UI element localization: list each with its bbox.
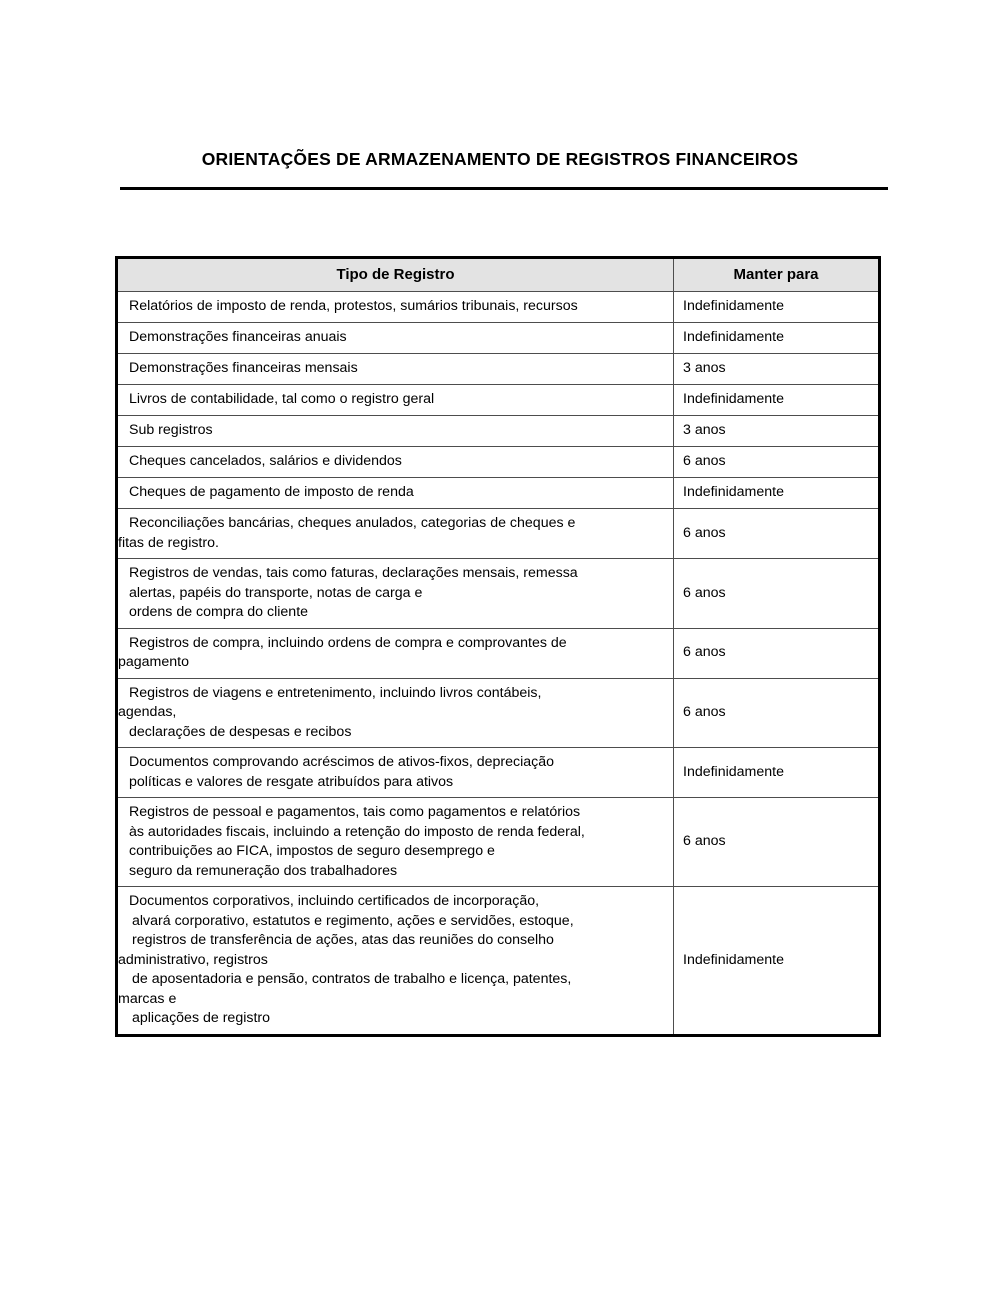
cell-retention-period xyxy=(674,478,880,509)
retention-period-text: Indefinidamente xyxy=(683,391,784,408)
record-type-line: Demonstrações financeiras anuais xyxy=(129,329,347,346)
record-type-text xyxy=(118,328,673,348)
cell-retention-period xyxy=(674,798,880,887)
cell-retention-period xyxy=(674,628,880,678)
record-type-text xyxy=(118,452,673,472)
retention-period-text: Indefinidamente xyxy=(683,298,784,315)
record-type-text xyxy=(118,297,673,317)
record-type-line: de aposentadoria e pensão, contratos de trabalho e licença, patentes, xyxy=(132,971,572,987)
record-type-text xyxy=(118,509,673,558)
record-type-text xyxy=(118,559,673,628)
page-title: ORIENTAÇÕES DE ARMAZENAMENTO DE REGISTROS FINANCEIROS xyxy=(201,148,799,169)
cell-retention-period xyxy=(674,678,880,748)
table-row xyxy=(117,292,880,323)
record-type-line: contribuições ao FICA, impostos de seguro desemprego e xyxy=(129,843,495,859)
retention-period-text: 3 anos xyxy=(683,360,726,377)
cell-record-type xyxy=(117,559,674,629)
table-row xyxy=(117,559,880,629)
record-type-text xyxy=(118,748,673,797)
column-header-type: Tipo de Registro xyxy=(117,258,674,292)
record-type-text xyxy=(118,483,673,503)
cell-record-type xyxy=(117,678,674,748)
retention-period-text: 6 anos xyxy=(683,704,726,720)
cell-retention-period xyxy=(674,887,880,1036)
cell-retention-period xyxy=(674,292,880,323)
retention-period-text: 6 anos xyxy=(683,584,726,601)
cell-record-type xyxy=(117,628,674,678)
record-type-line: alvará corporativo, estatutos e regimento, ações e servidões, estoque, xyxy=(132,912,574,929)
record-type-line: alertas, papéis do transporte, notas de carga e xyxy=(129,584,423,601)
record-type-text xyxy=(118,887,673,1034)
record-type-line: marcas e xyxy=(118,990,177,1007)
cell-retention-period xyxy=(674,447,880,478)
cell-record-type xyxy=(117,292,674,323)
record-type-line: Cheques de pagamento de imposto de renda xyxy=(129,484,414,501)
record-type-line: Registros de viagens e entretenimento, incluindo livros contábeis, xyxy=(129,684,542,701)
cell-record-type xyxy=(117,447,674,478)
cell-retention-period xyxy=(674,748,880,798)
record-type-line: Registros de pessoal e pagamentos, tais como pagamentos e relatórios xyxy=(129,804,581,820)
retention-period-text: 6 anos xyxy=(683,833,726,850)
record-type-line: fitas de registro. xyxy=(118,534,219,551)
cell-record-type xyxy=(117,478,674,509)
retention-period-text: Indefinidamente xyxy=(683,763,784,780)
cell-record-type xyxy=(117,887,674,1036)
record-type-line: Registros de compra, incluindo ordens de compra e comprovantes de xyxy=(129,634,567,651)
record-type-text xyxy=(118,390,673,410)
record-type-text xyxy=(118,421,673,441)
record-type-line: administrativo, registros xyxy=(118,951,268,968)
table-row xyxy=(117,416,880,447)
retention-period-text: Indefinidamente xyxy=(683,484,784,501)
record-type-line: políticas e valores de resgate atribuídos para ativos xyxy=(129,773,454,790)
retention-period-text: 6 anos xyxy=(683,524,726,541)
cell-record-type xyxy=(117,748,674,798)
retention-period-text: 6 anos xyxy=(683,453,726,470)
record-type-text xyxy=(118,629,673,678)
title-divider xyxy=(120,187,888,190)
record-type-line: às autoridades fiscais, incluindo a retenção do imposto de renda federal, xyxy=(129,823,585,840)
record-type-line: Documentos corporativos, incluindo certificados de incorporação, xyxy=(129,893,540,909)
cell-record-type xyxy=(117,385,674,416)
retention-period-text: Indefinidamente xyxy=(683,951,784,968)
table-row xyxy=(117,354,880,385)
column-header-keep: Manter para xyxy=(674,258,880,292)
cell-record-type xyxy=(117,798,674,887)
record-type-line: Relatórios de imposto de renda, protestos, sumários tribunais, recursos xyxy=(129,298,578,315)
cell-retention-period xyxy=(674,559,880,629)
cell-record-type xyxy=(117,323,674,354)
table-row xyxy=(117,323,880,354)
cell-retention-period xyxy=(674,416,880,447)
record-type-line: Sub registros xyxy=(129,422,213,439)
record-type-line: Cheques cancelados, salários e dividendos xyxy=(129,453,402,470)
record-type-text xyxy=(118,359,673,379)
cell-retention-period xyxy=(674,354,880,385)
table-header-row xyxy=(117,258,880,292)
cell-record-type xyxy=(117,509,674,559)
table-row xyxy=(117,478,880,509)
cell-retention-period xyxy=(674,323,880,354)
table-row xyxy=(117,678,880,748)
cell-record-type xyxy=(117,354,674,385)
record-type-line: Demonstrações financeiras mensais xyxy=(129,360,358,377)
record-type-line: agendas, xyxy=(118,704,177,720)
cell-retention-period xyxy=(674,385,880,416)
retention-period-text: 3 anos xyxy=(683,422,726,439)
record-type-text xyxy=(118,798,673,886)
record-type-line: ordens de compra do cliente xyxy=(129,604,309,620)
record-type-line: aplicações de registro xyxy=(132,1010,271,1026)
record-type-line: Registros de vendas, tais como faturas, declarações mensais, remessa xyxy=(129,565,578,581)
table-row xyxy=(117,447,880,478)
records-table-container xyxy=(115,256,878,1037)
record-type-line: pagamento xyxy=(118,654,189,670)
record-type-text xyxy=(118,679,673,748)
table-row xyxy=(117,628,880,678)
records-retention-table xyxy=(115,256,881,1037)
cell-record-type xyxy=(117,416,674,447)
table-row xyxy=(117,887,880,1036)
table-row xyxy=(117,385,880,416)
cell-retention-period xyxy=(674,509,880,559)
record-type-line: Reconciliações bancárias, cheques anulados, categorias de cheques e xyxy=(129,515,576,531)
record-type-line: seguro da remuneração dos trabalhadores xyxy=(129,862,398,879)
record-type-line: Livros de contabilidade, tal como o registro geral xyxy=(129,391,435,408)
table-header xyxy=(117,258,880,292)
table-body xyxy=(117,292,880,1036)
retention-period-text: 6 anos xyxy=(683,644,726,661)
record-type-line: registros de transferência de ações, atas das reuniões do conselho xyxy=(132,932,554,948)
table-row xyxy=(117,509,880,559)
record-type-line: declarações de despesas e recibos xyxy=(129,723,352,740)
table-row xyxy=(117,748,880,798)
table-row xyxy=(117,798,880,887)
retention-period-text: Indefinidamente xyxy=(683,329,784,346)
record-type-line: Documentos comprovando acréscimos de ativos-fixos, depreciação xyxy=(129,754,555,770)
